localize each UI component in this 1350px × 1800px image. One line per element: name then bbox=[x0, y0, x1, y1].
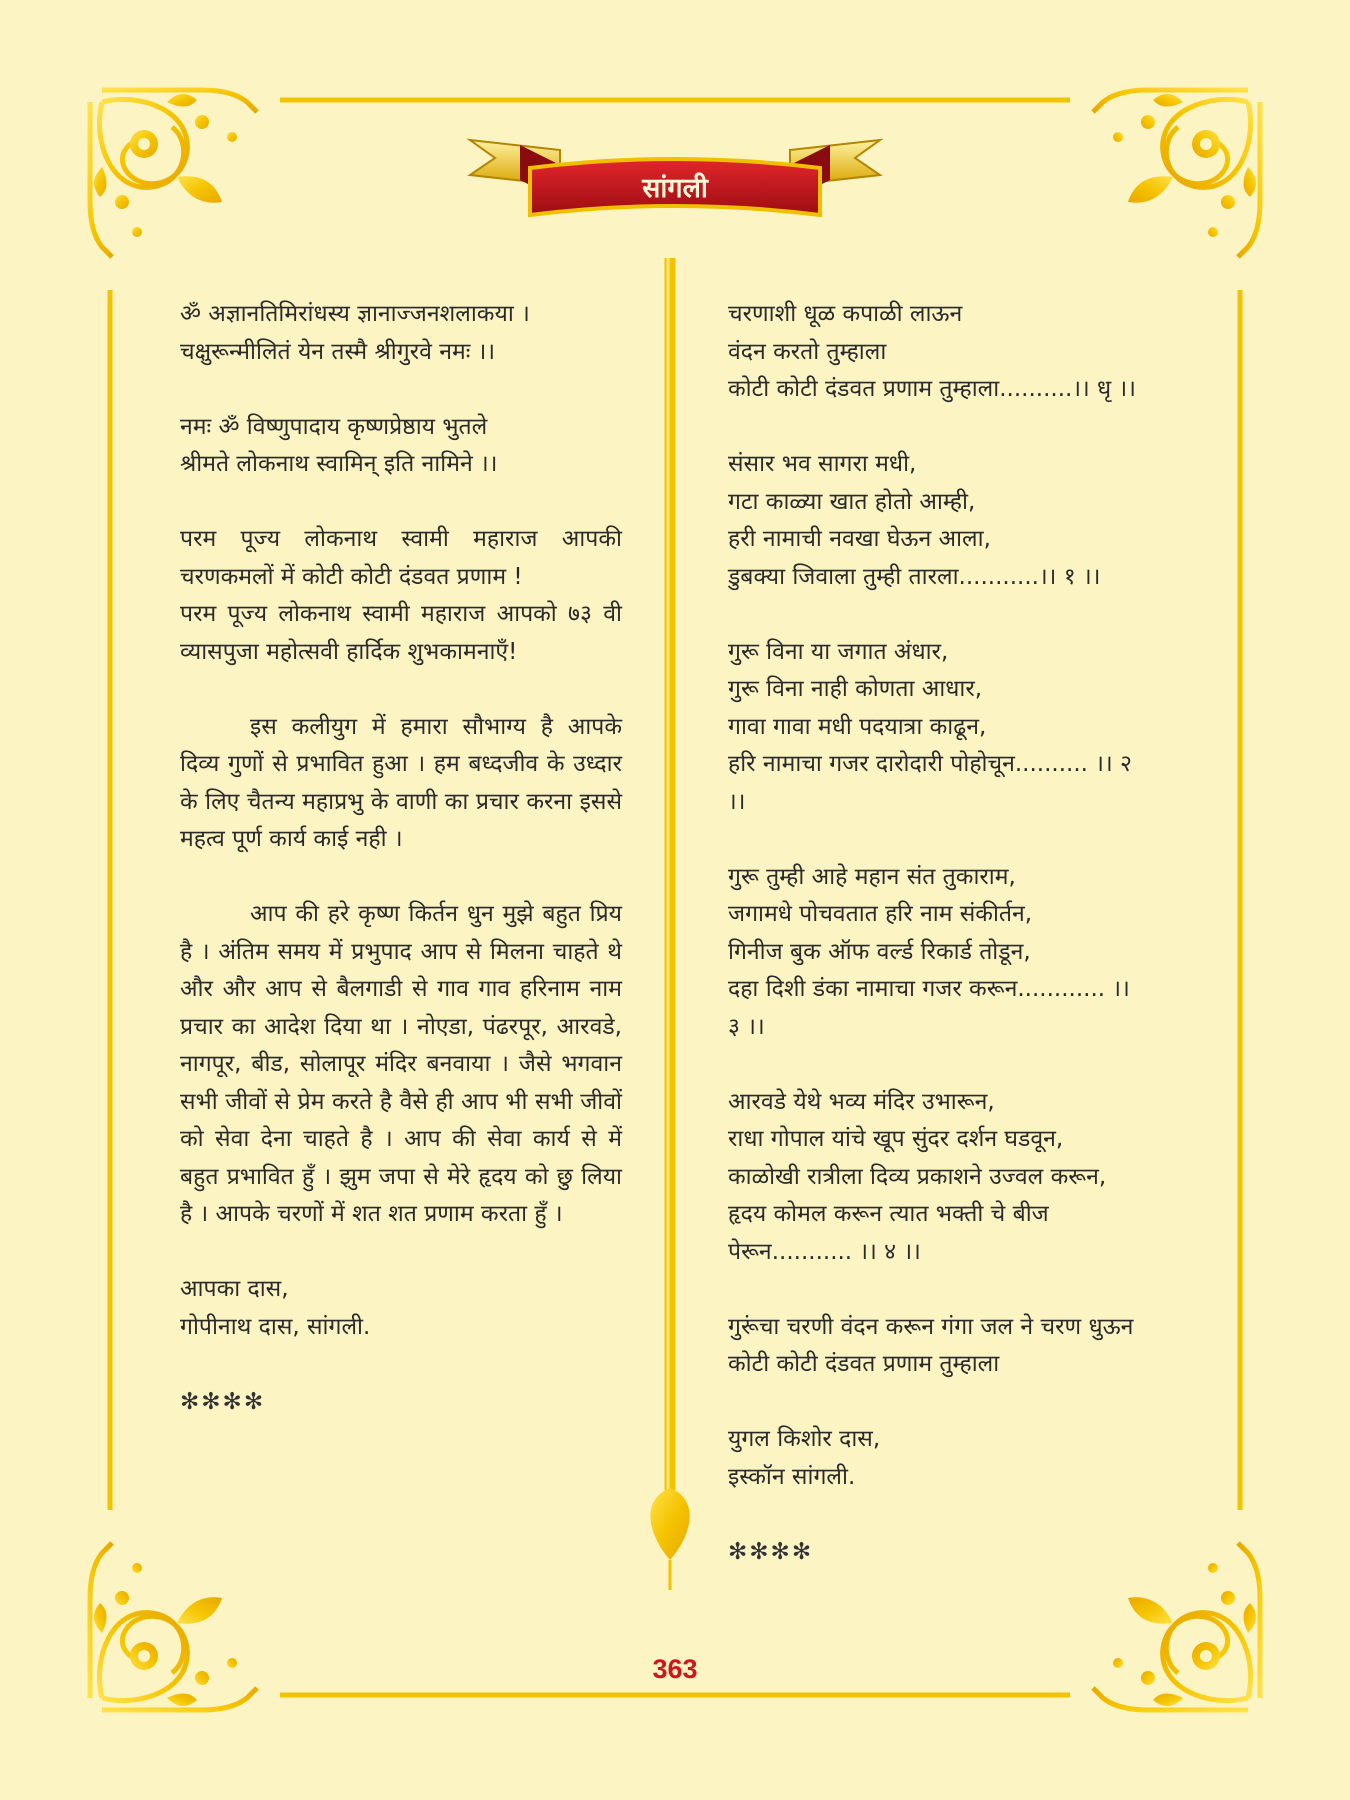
verse-line: आरवडे येथे भव्य मंदिर उभारून, bbox=[728, 1088, 995, 1115]
signoff bbox=[728, 1421, 1172, 1496]
signoff bbox=[180, 1271, 622, 1346]
verse-1 bbox=[728, 446, 1172, 596]
verse-line: ॐ अज्ञानतिमिरांधस्य ज्ञानाज्जनशलाकया । bbox=[180, 301, 530, 327]
verse-line: कोटी कोटी दंडवत प्रणाम तुम्हाला..........।। धृ ।। bbox=[728, 376, 1136, 402]
verse-line: दहा दिशी डंका नामाचा गजर करून............ ।। bbox=[728, 976, 1130, 1002]
page-title: सांगली bbox=[642, 173, 708, 204]
verse-line: गुरू विना या जगात अंधार, bbox=[728, 638, 949, 665]
section-end-stars: ✻✻✻✻ bbox=[180, 1388, 266, 1415]
verse-3 bbox=[728, 859, 1172, 1047]
verse-line: चरणाशी धूळ कपाळी लाऊन bbox=[728, 301, 963, 327]
verse-line: पेरून........... ।। ४ ।। bbox=[728, 1238, 921, 1265]
closing-lines bbox=[728, 1309, 1172, 1384]
corner-ornament-icon bbox=[90, 90, 257, 257]
signoff-author: युगल किशोर दास, bbox=[728, 1426, 881, 1452]
verse-2 bbox=[728, 634, 1172, 822]
pranama-verse bbox=[180, 409, 622, 484]
verse-line: गुरूंचा चरणी वंदन करून गंगा जल ने चरण धुऊन bbox=[728, 1313, 1134, 1340]
verse-line: डुबक्या जिवाला तुम्ही तारला...........।। १ ।। bbox=[728, 563, 1101, 590]
verse-line: हृदय कोमल करून त्यात भक्ती चे बीज bbox=[728, 1201, 1049, 1227]
invocation-verse bbox=[180, 296, 622, 371]
verse-line: गिनीज बुक ऑफ वर्ल्ड रिकार्ड तोडून, bbox=[728, 938, 1031, 965]
verse-line: हरि नामाचा गजर दारोदारी पोहोचून.......... ।। २ bbox=[728, 751, 1132, 777]
section-end-stars: ✻✻✻✻ bbox=[728, 1538, 814, 1565]
verse-line: हरी नामाची नवखा घेऊन आला, bbox=[728, 526, 991, 552]
signoff-location: इस्कॉन सांगली. bbox=[728, 1463, 856, 1490]
verse-line: जगामधे पोचवतात हरि नाम संकीर्तन, bbox=[728, 901, 1033, 927]
verse-4 bbox=[728, 1084, 1172, 1272]
right-column bbox=[728, 296, 1172, 1571]
verse-line: ३ ।। bbox=[728, 1013, 765, 1040]
left-column bbox=[180, 296, 622, 1421]
verse-line: श्रीमते लोकनाथ स्वामिन् इति नामिने ।। bbox=[180, 451, 498, 477]
verse-line: चक्षुरून्मीलितं येन तस्मै श्रीगुरवे नमः ।। bbox=[180, 338, 496, 365]
divider-spire-icon bbox=[650, 258, 689, 1590]
verse-line: कोटी कोटी दंडवत प्रणाम तुम्हाला bbox=[728, 1351, 1000, 1377]
verse-line: काळोखी रात्रीला दिव्य प्रकाशने उज्वल करून, bbox=[728, 1163, 1107, 1190]
verse-line: गुरू तुम्ही आहे महान संत तुकाराम, bbox=[728, 863, 1016, 890]
verse-line: संसार भव सागरा मधी, bbox=[728, 451, 917, 477]
body-paragraph: इस कलीयुग में हमारा सौभाग्य है आपके दिव्य गुणों से प्रभावित हुआ । हम बध्दजीव के उध्दार के लिए चैतन्य महाप्रभु के वाणी का प्रचार करना इससे महत्व पूर्ण कार्य काई नही । bbox=[180, 713, 622, 852]
greeting-paragraph: परम पूज्य लोकनाथ स्वामी महाराज आपकी चरणकमलों में कोटी कोटी दंडवत प्रणाम ! bbox=[180, 526, 622, 590]
signoff-author: गोपीनाथ दास, सांगली. bbox=[180, 1313, 371, 1340]
verse-line: ।। bbox=[728, 788, 746, 815]
wishes-paragraph: परम पूज्य लोकनाथ स्वामी महाराज आपको ७३ वी व्यासपुजा महोत्सवी हार्दिक शुभकामनाएँ! bbox=[180, 601, 622, 665]
corner-ornament-icon bbox=[1093, 90, 1260, 257]
verse-line: राधा गोपाल यांचे खूप सुंदर दर्शन घडवून, bbox=[728, 1126, 1064, 1152]
verse-line: गुरू विना नाही कोणता आधार, bbox=[728, 676, 983, 702]
refrain bbox=[728, 296, 1172, 409]
signoff-line: आपका दास, bbox=[180, 1276, 289, 1302]
verse-line: नमः ॐ विष्णुपादाय कृष्णप्रेष्ठाय भुतले bbox=[180, 413, 488, 440]
body-paragraph: आप की हरे कृष्ण किर्तन धुन मुझे बहुत प्रिय है । अंतिम समय में प्रभुपाद आप से मिलना चाहते थे और और आप से बैलगाडी से गाव गाव हरिनाम नाम प्रचार का आदेश दिया था । नोएडा, पंढरपूर, आरवडे, नागपूर, बीड, सोलापूर मंदिर बनवाया । जैसे भगवान सभी जीवों से प्रेम करते है वैसे ही आप भी सभी जीवों को सेवा देना चाहते है । आप की सेवा कार्य से में बहुत प्रभावित हुँ । झुम जपा से मेरे हृदय को छु लिया है । आपके चरणों में शत शत प्रणाम करता हुँ । bbox=[180, 901, 622, 1227]
verse-line: वंदन करतो तुम्हाला bbox=[728, 338, 887, 365]
page-number: 363 bbox=[652, 1654, 698, 1684]
verse-line: गावा गावा मधी पदयात्रा काढून, bbox=[728, 713, 987, 740]
verse-line: गटा काळ्या खात होतो आम्ही, bbox=[728, 488, 976, 515]
